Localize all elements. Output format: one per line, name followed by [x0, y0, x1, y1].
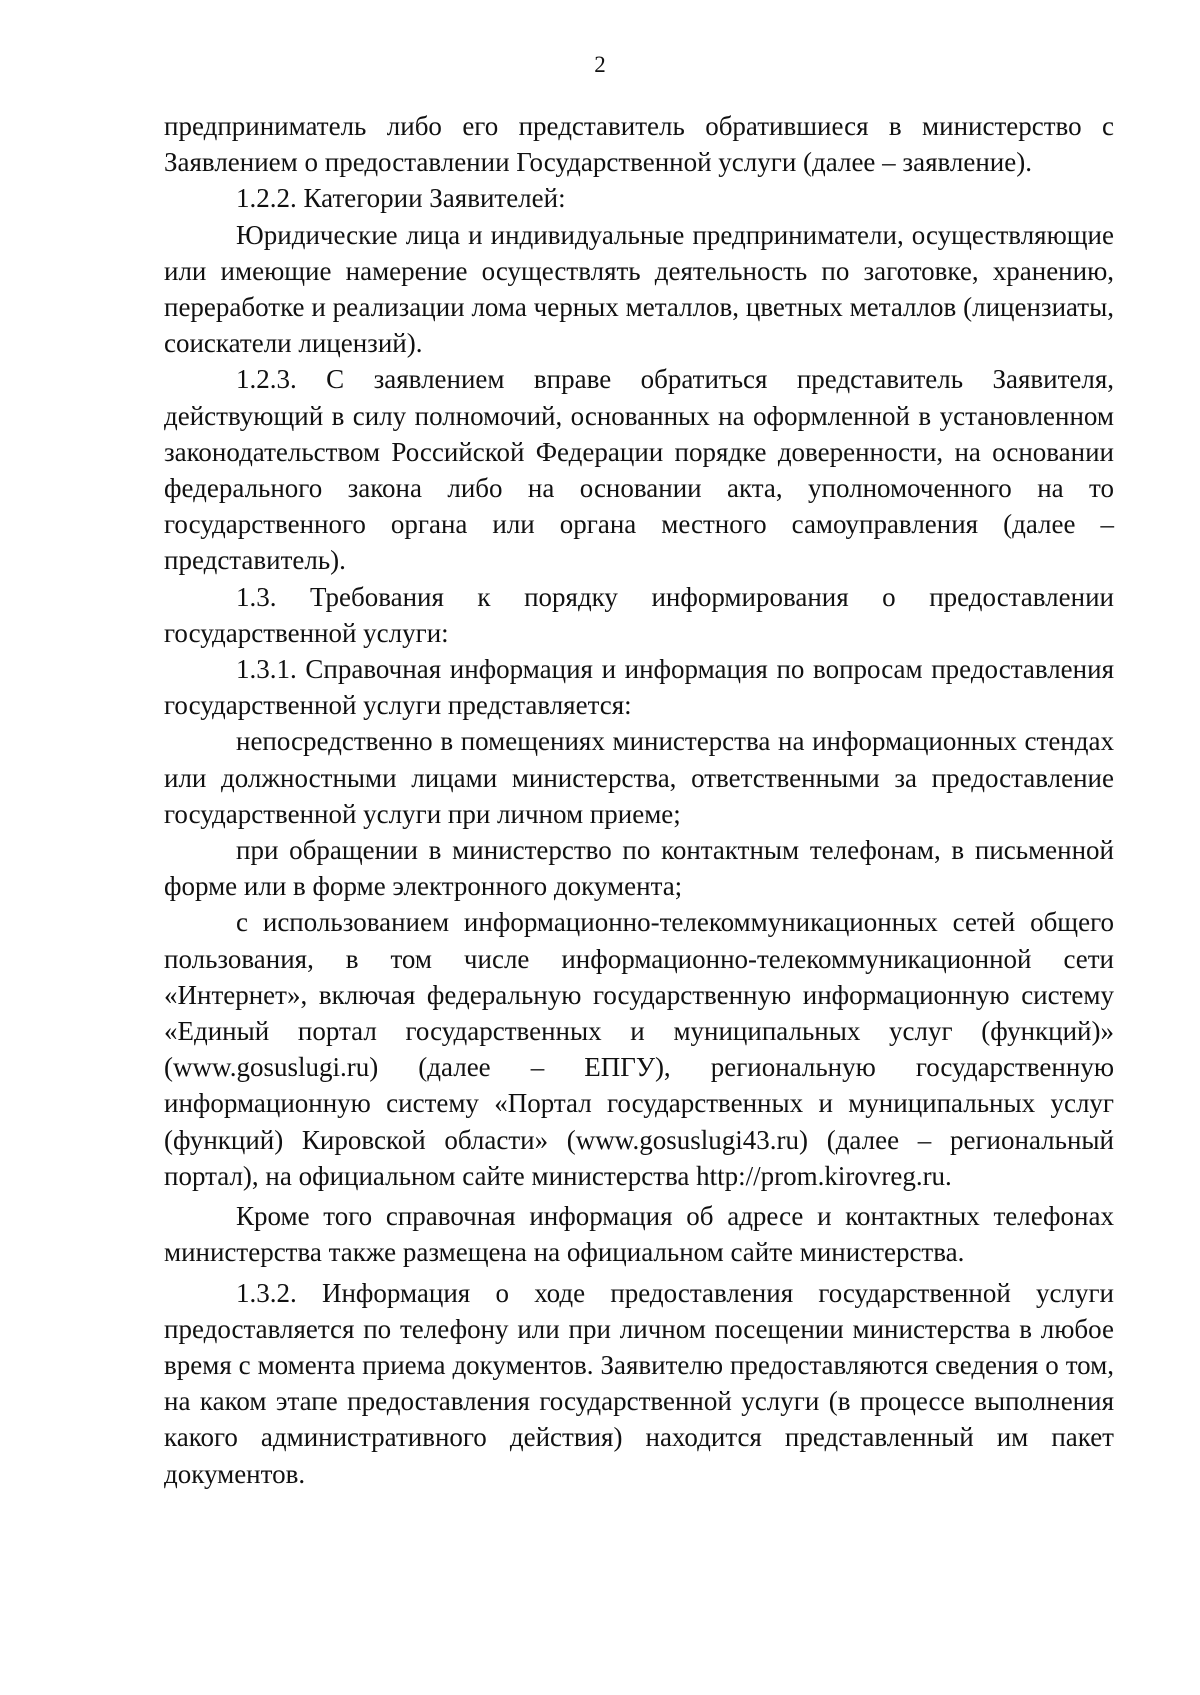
paragraph-1-3-1: 1.3.1. Справочная информация и информация по вопросам предоставления государственной услуги представляется: [164, 654, 1114, 721]
paragraph-via-internet: с использованием информационно-телекоммуникационных сетей общего пользования, в том числе информационно-телекоммуникационной сети «Интернет», включая федеральную государственную информационную систему «Единый портал государственных и муниципальных услуг (функций)» (www.gosuslugi.ru) (далее – ЕПГУ), региональную государственную информационную систему «Портал государственных и муниципальных услуг (функций) Кировской области» (www.gosuslugi43.ru) (далее – региональный портал), на официальном сайте министерства http://prom.kirovreg.ru. [164, 907, 1114, 1191]
paragraph-applicant-continuation: предприниматель либо его представитель обратившиеся в министерство с Заявлением о предоставлении Государственной услуги (далее – заявление). [164, 111, 1114, 178]
paragraph-by-phone: при обращении в министерство по контактным телефонам, в письменной форме или в форме электронного документа; [164, 835, 1114, 902]
paragraph-1-2-3: 1.2.3. С заявлением вправе обратиться представитель Заявителя, действующий в силу полномочий, основанных на оформленной в установленном законодательством Российской Федерации порядке доверенности, на основании федерального закона либо на основании акта, уполномоченного на то государственного органа или органа местного самоуправления (далее – представитель). [164, 364, 1114, 576]
page-number: 2 [594, 52, 606, 77]
document-body [164, 108, 1114, 1492]
paragraph-applicant-categories: Юридические лица и индивидуальные предприниматели, осуществляющие или имеющие намерение осуществлять деятельность по заготовке, хранению, переработке и реализации лома черных металлов, цветных металлов (лицензиаты, соискатели лицензий). [164, 219, 1114, 359]
paragraph-1-3-2: 1.3.2. Информация о ходе предоставления государственной услуги предоставляется по телефону или при личном посещении министерства в любое время с момента приема документов. Заявителю предоставляются сведения о том, на каком этапе предоставления государственной услуги (в процессе выполнения какого административного действия) находится представленный им пакет документов. [164, 1277, 1114, 1489]
paragraph-in-premises: непосредственно в помещениях министерства на информационных стендах или должностными лицами министерства, ответственными за предоставление государственной услуги при личном приеме; [164, 726, 1114, 829]
paragraph-reference-info: Кроме того справочная информация об адресе и контактных телефонах министерства также размещена на официальном сайте министерства. [164, 1201, 1114, 1268]
paragraph-1-3: 1.3. Требования к порядку информирования о предоставлении государственной услуги: [164, 581, 1114, 648]
paragraph-1-2-2-heading: 1.2.2. Категории Заявителей: [236, 183, 566, 214]
